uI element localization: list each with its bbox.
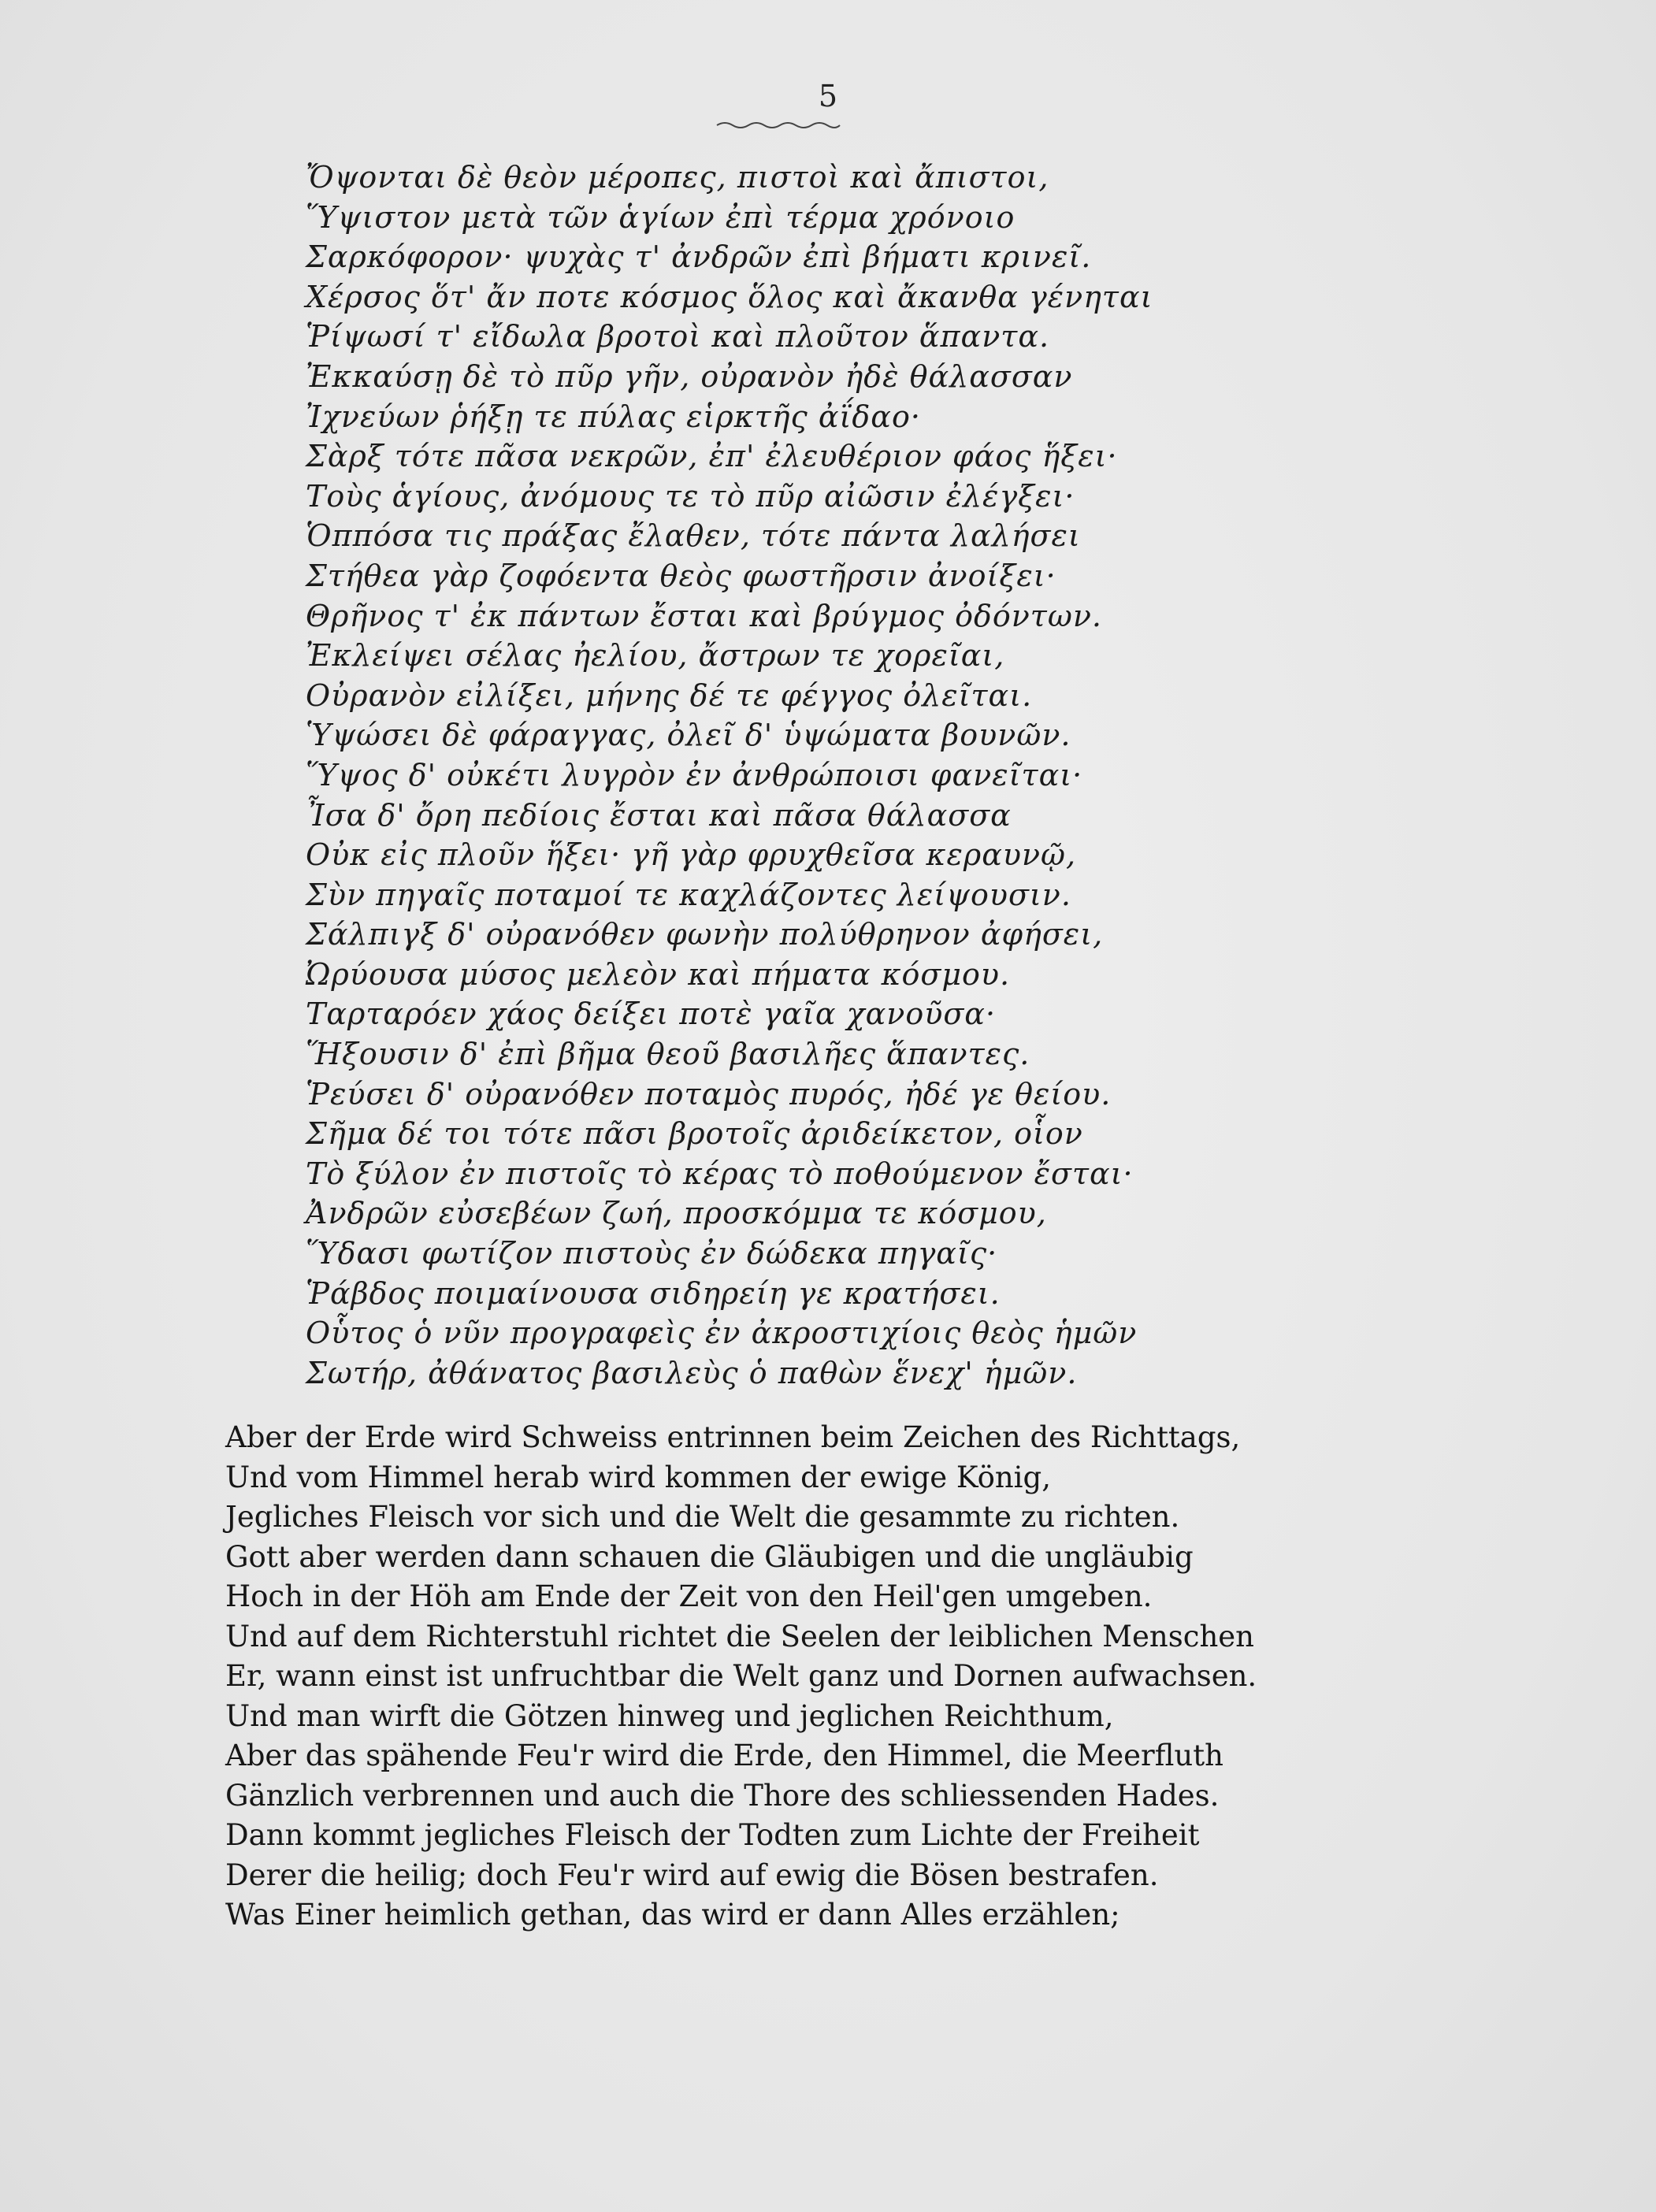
greek-verse-line: Ἰχνεύων ῥήξῃ τε πύλας εἱρκτῆς ἀΐδαο· bbox=[306, 399, 921, 434]
greek-verse-line: Ὁππόσα τις πράξας ἔλαθεν, τότε πάντα λαλήσει bbox=[306, 518, 1081, 554]
german-verse-line: Gott aber werden dann schauen die Gläubigen und die ungläubig bbox=[225, 1539, 1194, 1574]
german-verse-line: Und man wirft die Götzen hinweg und jeglichen Reichthum, bbox=[225, 1698, 1114, 1733]
greek-verse-line: Ῥάβδος ποιμαίνουσα σιδηρείη γε κρατήσει. bbox=[306, 1275, 1001, 1311]
german-verse-line: Aber das spähende Feu'r wird die Erde, den Himmel, die Meerfluth bbox=[225, 1739, 1223, 1772]
greek-verse-line: Ἀνδρῶν εὐσεβέων ζωή, προσκόμμα τε κόσμου, bbox=[306, 1196, 1047, 1231]
greek-verse-line: Ὕψιστον μετὰ τῶν ἁγίων ἐπὶ τέρμα χρόνοιο bbox=[306, 199, 1016, 235]
german-translation-block bbox=[225, 1418, 1612, 1936]
greek-verse-line: Ἶσα δ' ὄρη πεδίοις ἔσται καὶ πᾶσα θάλασσα bbox=[306, 797, 1012, 833]
greek-verse-line: Σάλπιγξ δ' οὐρανόθεν φωνὴν πολύθρηνον ἀφήσει, bbox=[306, 917, 1104, 952]
greek-verse-block bbox=[306, 158, 1456, 1393]
german-verse-line: Aber der Erde wird Schweiss entrinnen beim Zeichen des Richttags, bbox=[225, 1420, 1241, 1454]
greek-verse-line: Ὄψονται δὲ θεὸν μέροπες, πιστοὶ καὶ ἄπιστοι, bbox=[306, 160, 1049, 195]
german-verse-line: Derer die heilig; doch Feu'r wird auf ewig die Bösen bestrafen. bbox=[225, 1858, 1159, 1892]
greek-verse-line: Τὸ ξύλον ἐν πιστοῖς τὸ κέρας τὸ ποθούμενον ἔσται· bbox=[306, 1156, 1134, 1191]
german-verse-line: Gänzlich verbrennen und auch die Thore des schliessenden Hades. bbox=[225, 1778, 1220, 1813]
greek-verse-line: Σῆμα δέ τοι τότε πᾶσι βροτοῖς ἀριδείκετον, οἷον bbox=[306, 1116, 1083, 1152]
greek-verse-line: Οὐκ εἰς πλοῦν ἥξει· γῆ γὰρ φρυχθεῖσα κεραυνῷ, bbox=[306, 837, 1077, 873]
page-number-ornament bbox=[715, 120, 841, 131]
greek-verse-line: Στήθεα γὰρ ζοφόεντα θεὸς φωστῆρσιν ἀνοίξει· bbox=[306, 558, 1056, 593]
german-verse-line: Hoch in der Höh am Ende der Zeit von den Heil'gen umgeben. bbox=[225, 1579, 1153, 1613]
greek-verse-line: Σαρκόφορον· ψυχὰς τ' ἀνδρῶν ἐπὶ βήματι κρινεῖ. bbox=[306, 239, 1092, 275]
greek-verse-line: Θρῆνος τ' ἐκ πάντων ἔσται καὶ βρύγμος ὀδόντων. bbox=[306, 598, 1102, 633]
german-verse-line: Dann kommt jegliches Fleisch der Todten zum Lichte der Freiheit bbox=[225, 1818, 1200, 1852]
greek-verse-line: Ἥξουσιν δ' ἐπὶ βῆμα θεοῦ βασιλῆες ἅπαντες. bbox=[306, 1037, 1030, 1072]
greek-verse-line: Ῥίψωσί τ' εἴδωλα βροτοὶ καὶ πλοῦτον ἅπαντα. bbox=[306, 319, 1050, 354]
greek-verse-line: Σὰρξ τότε πᾶσα νεκρῶν, ἐπ' ἐλευθέριον φάος ἥξει· bbox=[306, 439, 1118, 474]
german-verse-line: Und auf dem Richterstuhl richtet die Seelen der leiblichen Menschen bbox=[225, 1619, 1255, 1653]
greek-verse-line: Ταρταρόεν χάος δείξει ποτὲ γαῖα χανοῦσα· bbox=[306, 997, 997, 1032]
greek-verse-line: Ὑψώσει δὲ φάραγγας, ὀλεῖ δ' ὑψώματα βουνῶν. bbox=[306, 718, 1071, 753]
greek-verse-line: Σὺν πηγαῖς ποταμοί τε καχλάζοντες λείψουσιν. bbox=[306, 877, 1071, 912]
page-number: 5 bbox=[818, 79, 838, 113]
greek-verse-line: Ῥεύσει δ' οὐρανόθεν ποταμὸς πυρός, ἠδέ γε θείου. bbox=[306, 1076, 1112, 1112]
greek-verse-line: Οὐρανὸν εἰλίξει, μήνης δέ τε φέγγος ὀλεῖται. bbox=[306, 677, 1033, 713]
german-verse-line: Jegliches Fleisch vor sich und die Welt die gesammte zu richten. bbox=[225, 1500, 1180, 1534]
greek-verse-line: Ὕδασι φωτίζον πιστοὺς ἐν δώδεκα πηγαῖς· bbox=[306, 1236, 998, 1271]
greek-verse-line: Σωτήρ, ἀθάνατος βασιλεὺς ὁ παθὼν ἕνεχ' ἡμῶν. bbox=[306, 1355, 1078, 1390]
german-verse-line: Was Einer heimlich gethan, das wird er dann Alles erzählen; bbox=[225, 1898, 1120, 1932]
greek-verse-line: Χέρσος ὅτ' ἄν ποτε κόσμος ὅλος καὶ ἄκανθα γένηται bbox=[306, 279, 1153, 314]
greek-verse-line: Τοὺς ἁγίους, ἀνόμους τε τὸ πῦρ αἰῶσιν ἐλέγξει· bbox=[306, 478, 1075, 514]
german-verse-line: Er, wann einst ist unfruchtbar die Welt ganz und Dornen aufwachsen. bbox=[225, 1659, 1257, 1693]
greek-verse-line: Ὠρύουσα μύσος μελεὸν καὶ πήματα κόσμου. bbox=[306, 956, 1011, 992]
greek-verse-line: Ὕψος δ' οὐκέτι λυγρὸν ἐν ἀνθρώποισι φανεῖται· bbox=[306, 757, 1083, 792]
german-verse-line: Und vom Himmel herab wird kommen der ewige König, bbox=[225, 1460, 1051, 1494]
greek-verse-line: Ἐκλείψει σέλας ἠελίου, ἄστρων τε χορεῖαι, bbox=[306, 638, 1005, 674]
greek-verse-line: Ἐκκαύσῃ δὲ τὸ πῦρ γῆν, οὐρανὸν ἠδὲ θάλασσαν bbox=[306, 358, 1073, 394]
greek-verse-line: Οὗτος ὁ νῦν προγραφεὶς ἐν ἀκροστιχίοις θεὸς ἡμῶν bbox=[306, 1316, 1138, 1351]
